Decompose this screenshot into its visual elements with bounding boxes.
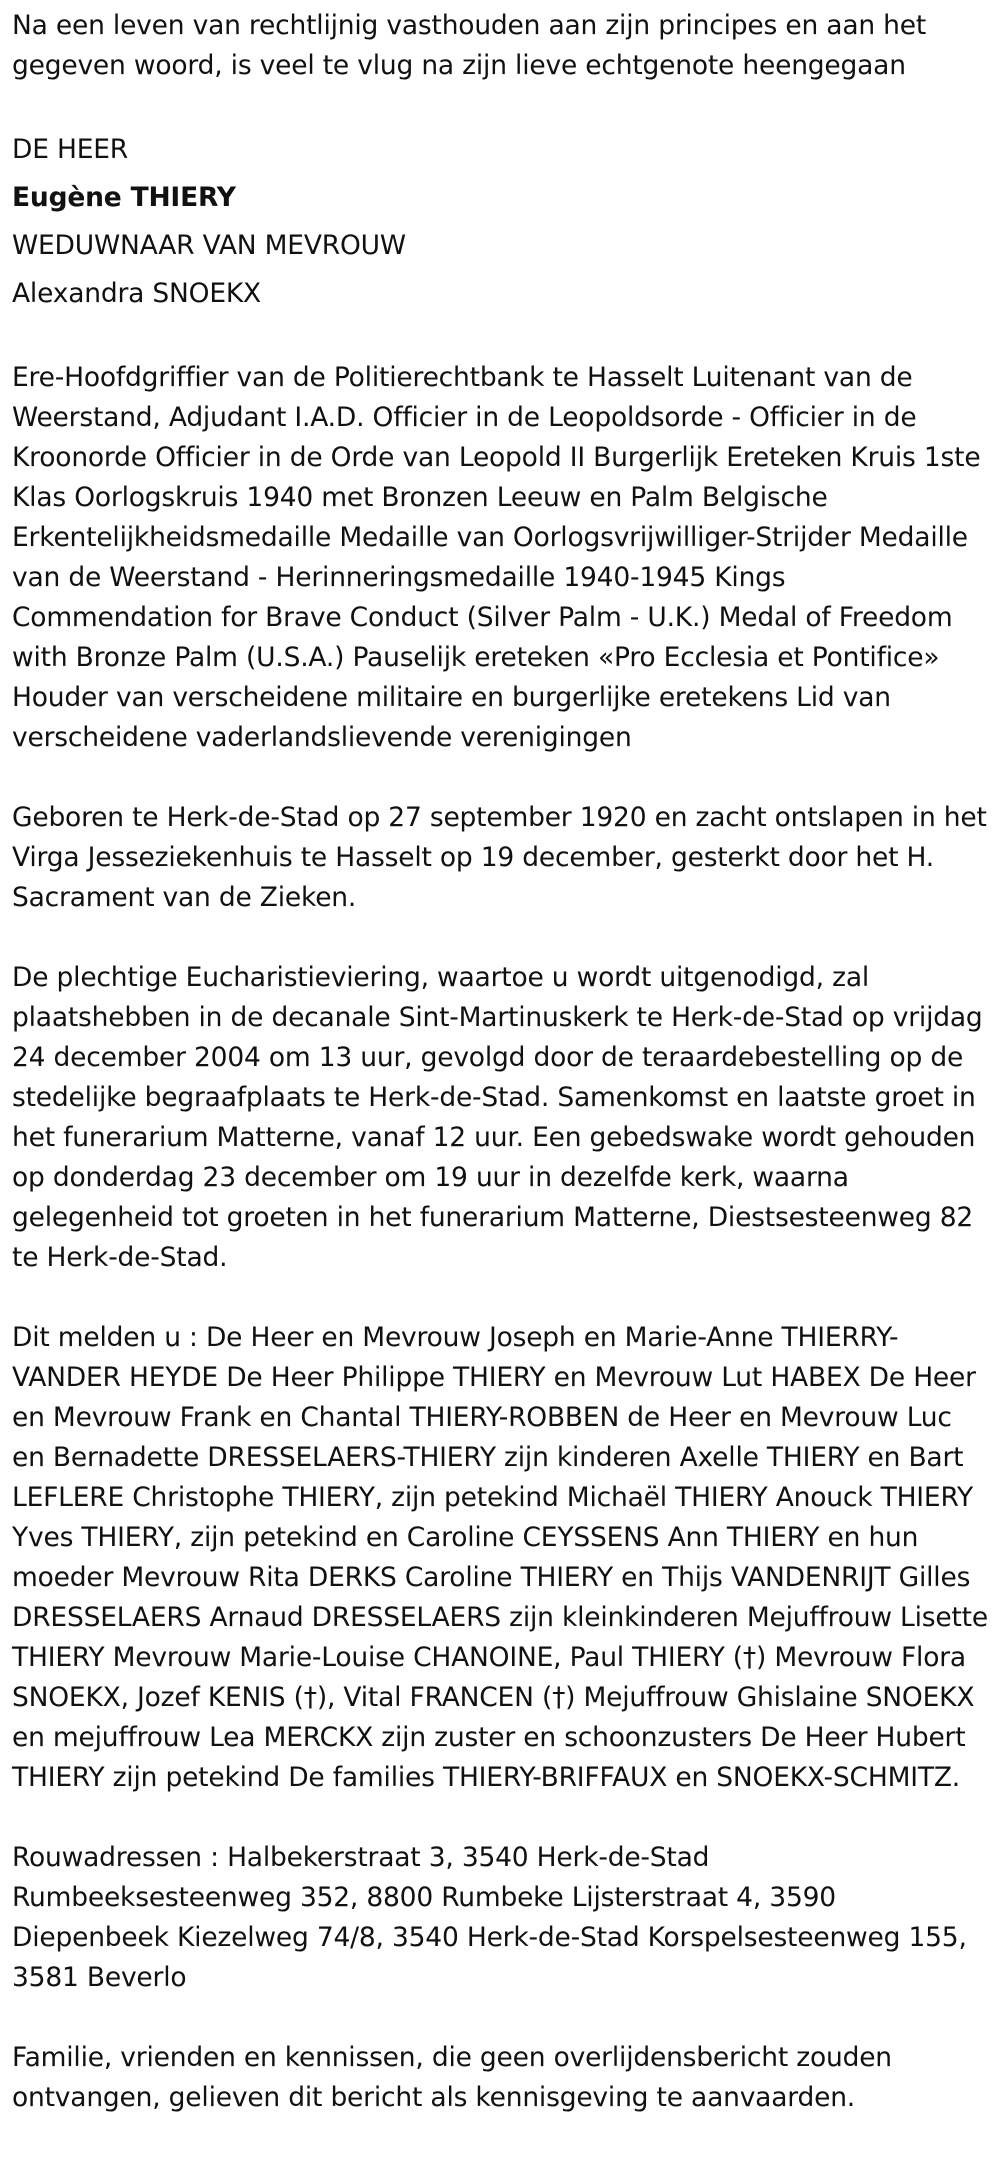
spacer	[12, 1998, 988, 2038]
honours-paragraph: Ere-Hoofdgriffier van de Politierechtbank te Hasselt Luitenant van de Weerstand, Adjudant I.A.D. Officier in de Leopoldsorde - Officier in de Kroonorde Officier in de Orde van Leopold II Burgerlijk Ereteken Kruis 1ste Klas Oorlogskruis 1940 met Bronzen Leeuw en Palm Belgische Erkentelijkheidsmedaille Medaille van Oorlogsvrijwilliger-Strijder Medaille van de Weerstand - Herinneringsmedaille 1940-1945 Kings Commendation for Brave Conduct (Silver Palm - U.K.) Medal of Freedom with Bronze Palm (U.S.A.) Pauselijk ereteken «Pro Ecclesia et Pontifice» Houder van verscheidene militaire en burgerlijke eretekens Lid van verscheidene vaderlandslievende verenigingen	[12, 362, 981, 753]
intro-paragraph: Na een leven van rechtlijnig vasthouden aan zijn principes en aan het gegeven woord, is veel te vlug na zijn lieve echtgenote heengegaan	[12, 10, 927, 81]
closing-paragraph: Familie, vrienden en kennissen, die geen overlijdensbericht zouden ontvangen, gelieven dit bericht als kennisgeving te aanvaarden.	[12, 2042, 892, 2113]
addresses-paragraph: Rouwadressen : Halbekerstraat 3, 3540 Herk-de-Stad Rumbeeksesteenweg 352, 8800 Rumbeke Lijsterstraat 4, 3590 Diepenbeek Kiezelweg 74/8, 3540 Herk-de-Stad Korspelsesteenweg 155, 3581 Beverlo	[12, 1842, 967, 1993]
spacer	[12, 318, 988, 358]
spacer	[12, 1798, 988, 1838]
title-prefix: DE HEER	[12, 134, 128, 165]
ceremony-paragraph: De plechtige Eucharistieviering, waartoe u wordt uitgenodigd, zal plaatshebben in de decanale Sint-Martinuskerk te Herk-de-Stad op vrijdag 24 december 2004 om 13 uur, gevolgd door de teraardebestelling op de stedelijke begraafplaats te Herk-de-Stad. Samenkomst en laatste groet in het funerarium Matterne, vanaf 12 uur. Een gebedswake wordt gehouden op donderdag 23 december om 19 uur in dezelfde kerk, waarna gelegenheid tot groeten in het funerarium Matterne, Diestsesteenweg 82 te Herk-de-Stad.	[12, 962, 983, 1273]
spacer	[12, 86, 988, 126]
deceased-header	[12, 126, 988, 318]
birth-death-paragraph: Geboren te Herk-de-Stad op 27 september 1920 en zacht ontslapen in het Virga Jesseziekenhuis te Hasselt op 19 december, gesterkt door het H. Sacrament van de Zieken.	[12, 802, 987, 913]
deceased-name: Eugène THIERY	[12, 182, 236, 213]
relation-line: WEDUWNAAR VAN MEVROUW	[12, 230, 406, 261]
spacer	[12, 758, 988, 798]
spacer	[12, 1278, 988, 1318]
spouse-name: Alexandra SNOEKX	[12, 278, 262, 309]
spacer	[12, 918, 988, 958]
family-paragraph: Dit melden u : De Heer en Mevrouw Joseph en Marie-Anne THIERRY-VANDER HEYDE De Heer Philippe THIERY en Mevrouw Lut HABEX De Heer en Mevrouw Frank en Chantal THIERY-ROBBEN de Heer en Mevrouw Luc en Bernadette DRESSELAERS-THIERY zijn kinderen Axelle THIERY en Bart LEFLERE Christophe THIERY, zijn petekind Michaël THIERY Anouck THIERY Yves THIERY, zijn petekind en Caroline CEYSSENS Ann THIERY en hun moeder Mevrouw Rita DERKS Caroline THIERY en Thijs VANDENRIJT Gilles DRESSELAERS Arnaud DRESSELAERS zijn kleinkinderen Mejuffrouw Lisette THIERY Mevrouw Marie-Louise CHANOINE, Paul THIERY (†) Mevrouw Flora SNOEKX, Jozef KENIS (†), Vital FRANCEN (†) Mejuffrouw Ghislaine SNOEKX en mejuffrouw Lea MERCKX zijn zuster en schoonzusters De Heer Hubert THIERY zijn petekind De families THIERY-BRIFFAUX en SNOEKX-SCHMITZ.	[12, 1322, 988, 1793]
